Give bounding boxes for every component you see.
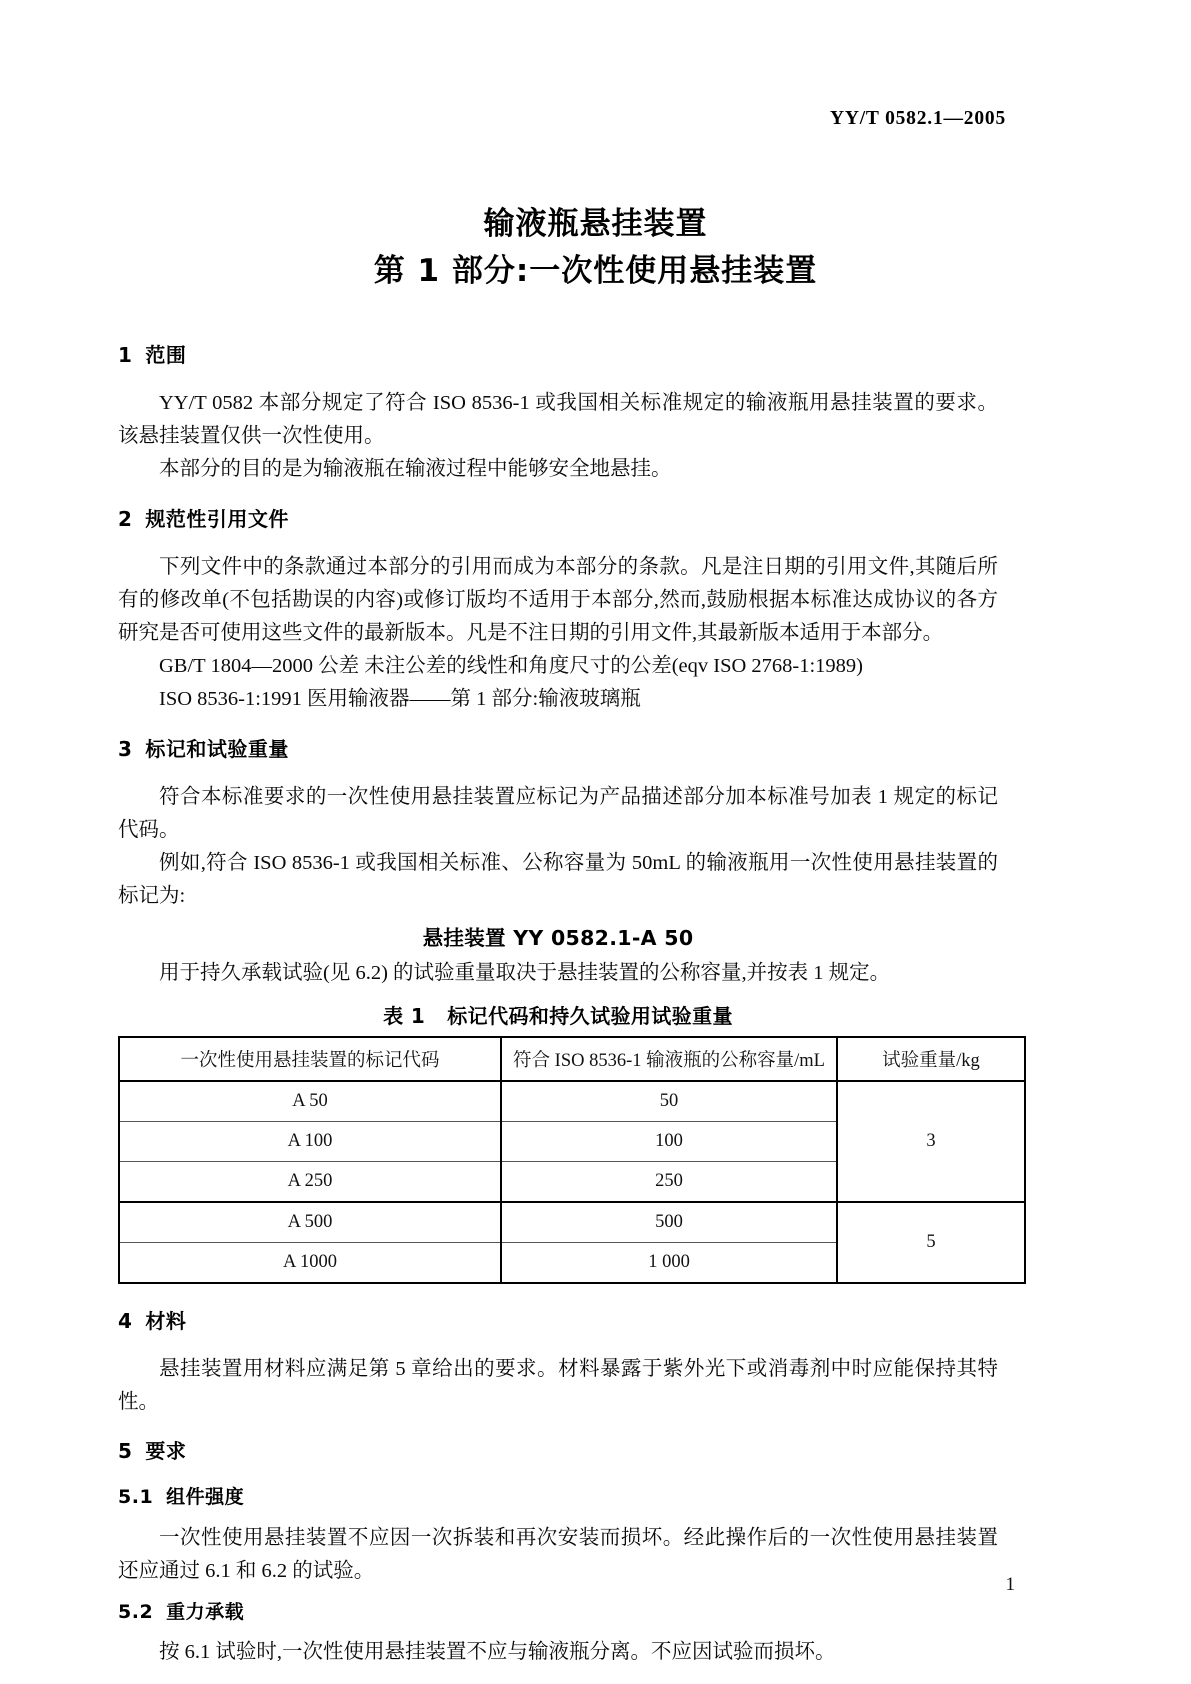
- table-1-label: 表 1: [383, 1003, 426, 1028]
- title-line-part: 第 1 部分:一次性使用悬挂装置: [373, 252, 818, 289]
- subsection-heading-5-1: [118, 1483, 998, 1512]
- section-3-paragraph-1: 符合本标准要求的一次性使用悬挂装置应标记为产品描述部分加本标准号加表 1 规定的标记代码。: [118, 785, 998, 841]
- column-header-weight: 试验重量/kg: [882, 1050, 980, 1071]
- table-row: [119, 1202, 1025, 1243]
- section-4-paragraph-1: 悬挂装置用材料应满足第 5 章给出的要求。材料暴露于紫外光下或消毒剂中时应能保持其特性。: [118, 1357, 998, 1413]
- section-number-5: 5: [118, 1439, 133, 1464]
- section-5-2-paragraph-1: 按 6.1 试验时,一次性使用悬挂装置不应与输液瓶分离。不应因试验而损坏。: [159, 1641, 836, 1664]
- section-title-5: 要求: [145, 1439, 187, 1464]
- section-2-paragraph-1: 下列文件中的条款通过本部分的引用而成为本部分的条款。凡是注日期的引用文件,其随后所有的修改单(不包括勘误的内容)或修订版均不适用于本部分,然而,鼓励根据本标准达成协议的各方研究是否可使用这些文件的最新版本。凡是不注日期的引用文件,其最新版本适用于本部分。: [118, 555, 998, 645]
- table-marking-codes: [118, 1036, 1026, 1284]
- table-header-row: [119, 1037, 1025, 1081]
- page-number: 1: [1005, 1574, 1015, 1595]
- section-number-3: 3: [118, 736, 133, 761]
- section-title-2: 规范性引用文件: [145, 506, 289, 531]
- cell-test-weight: 3: [837, 1081, 1025, 1202]
- section-1-paragraph-2: 本部分的目的是为输液瓶在输液过程中能够安全地悬挂。: [159, 458, 672, 481]
- cell-volume: 250: [501, 1161, 837, 1202]
- subsection-number-5-2: 5.2: [118, 1600, 154, 1623]
- table-header: [119, 1037, 1025, 1081]
- cell-volume: 50: [501, 1081, 837, 1122]
- title-line-main: 输液瓶悬挂装置: [483, 206, 708, 242]
- section-3-paragraph-3: 用于持久承载试验(见 6.2) 的试验重量取决于悬挂装置的公称容量,并按表 1 规定。: [159, 962, 891, 985]
- section-heading-4: [118, 1306, 998, 1336]
- document-title: [0, 204, 1191, 292]
- table-row: [119, 1081, 1025, 1122]
- subsection-number-5-1: 5.1: [118, 1486, 154, 1509]
- subsection-title-5-2: 重力承载: [166, 1600, 245, 1623]
- section-5-1-paragraph-1: 一次性使用悬挂装置不应因一次拆装和再次安装而损坏。经此操作后的一次性使用悬挂装置还应通过 6.1 和 6.2 的试验。: [118, 1526, 998, 1582]
- document-body: [118, 340, 998, 1670]
- column-header-code: 一次性使用悬挂装置的标记代码: [119, 1037, 501, 1081]
- cell-code: A 500: [119, 1202, 501, 1243]
- running-header: [0, 108, 1191, 130]
- section-number-4: 4: [118, 1308, 133, 1333]
- cell-code: A 1000: [119, 1242, 501, 1283]
- section-title-1: 范围: [145, 343, 187, 367]
- section-heading-1: [118, 340, 998, 370]
- cell-volume: 1 000: [501, 1242, 837, 1283]
- subsection-heading-5-2: [118, 1598, 998, 1627]
- section-title-4: 材料: [145, 1308, 187, 1333]
- cell-volume: 100: [501, 1121, 837, 1161]
- normative-reference-iso8536: ISO 8536-1:1991 医用输液器——第 1 部分:输液玻璃瓶: [159, 688, 641, 711]
- section-number-1: 1: [118, 343, 133, 367]
- section-3-paragraph-2: 例如,符合 ISO 8536-1 或我国相关标准、公称容量为 50mL 的输液瓶用一次性使用悬挂装置的标记为:: [118, 852, 998, 908]
- cell-volume: 500: [501, 1202, 837, 1243]
- subsection-title-5-1: 组件强度: [166, 1486, 245, 1509]
- section-heading-2: [118, 504, 998, 534]
- section-heading-5: [118, 1436, 998, 1466]
- table-body: [119, 1081, 1025, 1283]
- cell-code: A 100: [119, 1121, 501, 1161]
- column-header-volume: 符合 ISO 8536-1 输液瓶的公称容量/mL: [501, 1037, 837, 1081]
- table-1-caption: [118, 991, 998, 1036]
- cell-code: A 50: [119, 1081, 501, 1122]
- cell-test-weight: 5: [926, 1231, 936, 1252]
- marking-designation-example: 悬挂装置 YY 0582.1-A 50: [422, 926, 694, 951]
- cell-code: A 250: [119, 1161, 501, 1202]
- standard-number: YY/T 0582.1—2005: [829, 108, 1006, 129]
- table-1-title: 标记代码和持久试验用试验重量: [447, 1003, 733, 1028]
- section-1-paragraph-1: YY/T 0582 本部分规定了符合 ISO 8536-1 或我国相关标准规定的输液瓶用悬挂装置的要求。该悬挂装置仅供一次性使用。: [118, 392, 998, 448]
- section-number-2: 2: [118, 506, 133, 531]
- normative-reference-gbt1804: GB/T 1804—2000 公差 未注公差的线性和角度尺寸的公差(eqv ISO 2768-1:1989): [159, 655, 864, 678]
- section-title-3: 标记和试验重量: [145, 736, 289, 761]
- section-heading-3: [118, 734, 998, 764]
